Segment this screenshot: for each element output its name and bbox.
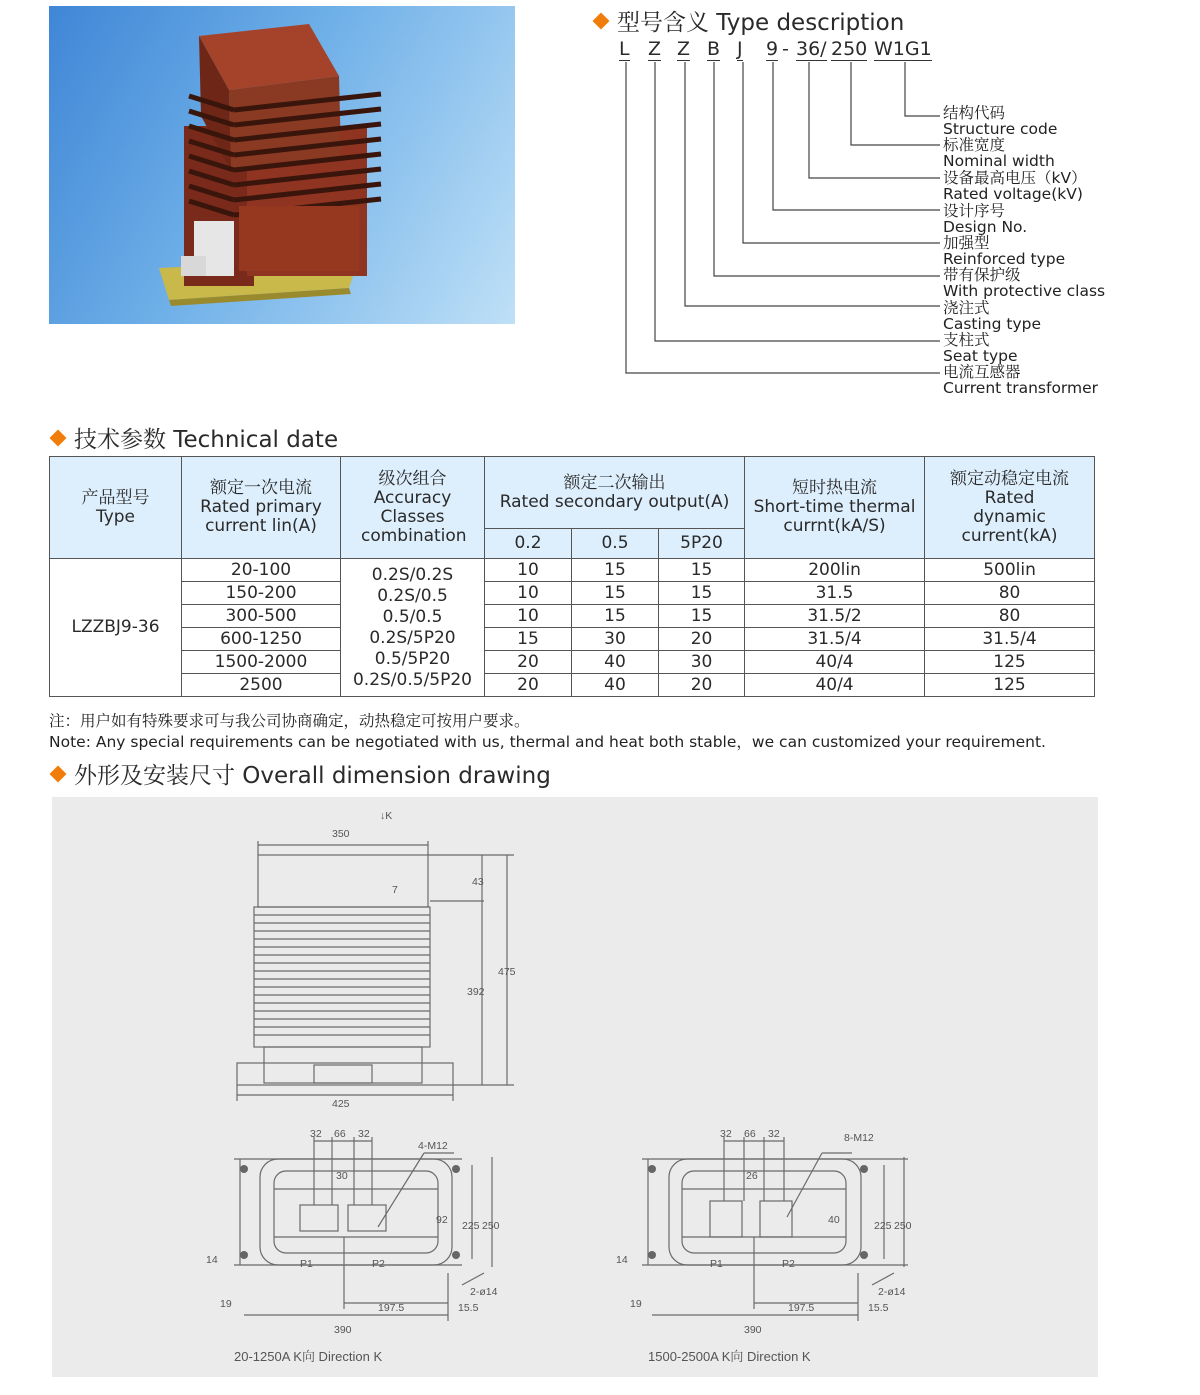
code-part: Z: [648, 38, 662, 60]
type-item-structure-code: 结构代码 Structure code: [943, 104, 1058, 138]
dim-label: 15.5: [458, 1302, 479, 1314]
technical-heading: 技术参数 Technical date: [49, 421, 338, 454]
primary-cell: 20-100: [182, 559, 341, 582]
dim-label: P1: [300, 1258, 313, 1270]
output-cell: 15: [572, 582, 659, 605]
dim-label: 14: [206, 1254, 218, 1266]
dim-label: P2: [782, 1258, 795, 1270]
dim-label: 19: [630, 1298, 642, 1310]
dim-height-body: 392: [467, 986, 485, 998]
table-row: [50, 628, 1095, 651]
type-item-rated-voltage: 设备最高电压（kV） Rated voltage(kV): [943, 169, 1087, 203]
dim-width-base: 425: [332, 1098, 350, 1110]
dimension-drawing: [52, 797, 1098, 1377]
primary-cell: 300-500: [182, 605, 341, 628]
table-row: [50, 582, 1095, 605]
dim-label: 32: [358, 1128, 370, 1140]
technical-table: [49, 456, 1095, 697]
dim-label: 197.5: [378, 1302, 405, 1314]
header-output-5p20: 5P20: [659, 529, 745, 559]
dim-label: 250: [482, 1220, 500, 1232]
header-primary-current: 额定一次电流 Rated primary current lin(A): [182, 457, 341, 559]
table-row: [50, 674, 1095, 697]
dim-width-top: 350: [332, 828, 350, 840]
type-item-protective-class: 带有保护级 With protective class: [943, 266, 1106, 300]
code-part: Z: [677, 38, 691, 60]
caption-left: 20-1250A K向 Direction K: [234, 1349, 383, 1364]
caption-right: 1500-2500A K向 Direction K: [648, 1349, 811, 1364]
output-cell: 20: [659, 674, 745, 697]
type-item-current-transformer: 电流互感器 Current transformer: [943, 363, 1099, 397]
primary-cell: 1500-2000: [182, 651, 341, 674]
thermal-cell: 40/4: [745, 674, 925, 697]
dim-label: 250: [894, 1220, 912, 1232]
dim-label: 225: [462, 1220, 480, 1232]
output-cell: 40: [572, 651, 659, 674]
dim-label: 32: [720, 1128, 732, 1140]
header-secondary-output: 额定二次输出 Rated secondary output(A): [485, 457, 745, 529]
output-cell: 10: [485, 605, 572, 628]
output-cell: 10: [485, 582, 572, 605]
type-code-leader-lines: [600, 55, 1160, 405]
dynamic-cell: 31.5/4: [925, 628, 1095, 651]
dim-label: P1: [710, 1258, 723, 1270]
note-cn: 注：用户如有特殊要求可与我公司协商确定，动热稳定可按用户要求。: [49, 712, 530, 730]
accuracy-cell: 0.2S/0.2S 0.2S/0.5 0.5/0.5 0.2S/5P20 0.5/5P20 0.2S/0.5/5P20: [341, 559, 485, 697]
dim-height-total: 475: [498, 966, 516, 978]
code-part: L: [619, 38, 630, 60]
dim-label: 32: [768, 1128, 780, 1140]
dim-7: 7: [392, 884, 398, 896]
output-cell: 15: [659, 605, 745, 628]
dim-label: 32: [310, 1128, 322, 1140]
header-dynamic-current: 额定动稳定电流 Rated dynamic current(kA): [925, 457, 1095, 559]
dim-label: 4-M12: [418, 1140, 448, 1152]
thermal-cell: 31.5: [745, 582, 925, 605]
dim-label: 30: [336, 1170, 348, 1182]
type-item-casting: 浇注式 Casting type: [943, 299, 1041, 333]
dim-label: 66: [744, 1128, 756, 1140]
output-cell: 20: [485, 651, 572, 674]
thermal-cell: 200lin: [745, 559, 925, 582]
thermal-cell: 31.5/4: [745, 628, 925, 651]
dynamic-cell: 500lin: [925, 559, 1095, 582]
type-item-seat: 支柱式 Seat type: [943, 331, 1018, 365]
code-part: B: [707, 38, 721, 60]
header-output-05: 0.5: [572, 529, 659, 559]
dim-label: 8-M12: [844, 1132, 874, 1144]
dim-label: 15.5: [868, 1302, 889, 1314]
current-transformer-illustration: [49, 6, 515, 324]
primary-cell: 150-200: [182, 582, 341, 605]
output-cell: 40: [572, 674, 659, 697]
output-cell: 20: [659, 628, 745, 651]
code-part: 36/: [796, 38, 827, 60]
code-part: 9: [766, 38, 779, 60]
dynamic-cell: 125: [925, 651, 1095, 674]
diamond-bullet-icon: [50, 429, 67, 446]
output-cell: 10: [485, 559, 572, 582]
header-thermal-current: 短时热电流 Short-time thermal currnt(kA/S): [745, 457, 925, 559]
dim-k: ↓K: [380, 810, 393, 822]
note-en: Note: Any special requirements can be negotiated with us, thermal and heat both stable，we can customized your requirement.: [49, 733, 1046, 751]
dimension-drawing-svg: [52, 797, 1098, 1377]
dim-label: 390: [744, 1324, 762, 1336]
primary-cell: 2500: [182, 674, 341, 697]
header-output-02: 0.2: [485, 529, 572, 559]
output-cell: 15: [572, 559, 659, 582]
header-type: 产品型号 Type: [50, 457, 182, 559]
dimension-heading: 外形及安装尺寸 Overall dimension drawing: [49, 757, 551, 790]
dim-label: P2: [372, 1258, 385, 1270]
code-part: 250: [831, 38, 868, 60]
thermal-cell: 31.5/2: [745, 605, 925, 628]
output-cell: 30: [659, 651, 745, 674]
dynamic-cell: 80: [925, 605, 1095, 628]
dim-label: 197.5: [788, 1302, 815, 1314]
table-row: [50, 559, 1095, 582]
model-cell: LZZBJ9-36: [50, 559, 182, 697]
code-part: -: [782, 38, 789, 60]
dynamic-cell: 80: [925, 582, 1095, 605]
thermal-cell: 40/4: [745, 651, 925, 674]
output-cell: 15: [659, 559, 745, 582]
type-item-nominal-width: 标准宽度 Nominal width: [943, 136, 1055, 170]
diamond-bullet-icon: [593, 12, 610, 29]
type-item-design-no: 设计序号 Design No.: [943, 202, 1028, 236]
type-description-heading: 型号含义 Type description: [592, 4, 904, 37]
dim-label: 14: [616, 1254, 628, 1266]
dim-label: 40: [828, 1214, 840, 1226]
primary-cell: 600-1250: [182, 628, 341, 651]
dim-label: 225: [874, 1220, 892, 1232]
product-photo: [49, 6, 515, 324]
code-part: W1G1: [874, 38, 932, 60]
dim-label: 390: [334, 1324, 352, 1336]
dynamic-cell: 125: [925, 674, 1095, 697]
dim-label: 19: [220, 1298, 232, 1310]
dim-label: 66: [334, 1128, 346, 1140]
dim-43: 43: [472, 876, 484, 888]
diamond-bullet-icon: [50, 765, 67, 782]
type-item-reinforced: 加强型 Reinforced type: [943, 234, 1066, 268]
output-cell: 15: [485, 628, 572, 651]
output-cell: 15: [572, 605, 659, 628]
table-row: [50, 605, 1095, 628]
output-cell: 15: [659, 582, 745, 605]
dim-label: 2-ø14: [878, 1286, 906, 1298]
dim-label: 2-ø14: [470, 1286, 498, 1298]
dim-label: 26: [746, 1170, 758, 1182]
table-row: [50, 651, 1095, 674]
code-part: J: [737, 38, 743, 60]
output-cell: 30: [572, 628, 659, 651]
dim-label: 92: [436, 1214, 448, 1226]
header-accuracy: 级次组合 Accuracy Classes combination: [341, 457, 485, 559]
output-cell: 20: [485, 674, 572, 697]
